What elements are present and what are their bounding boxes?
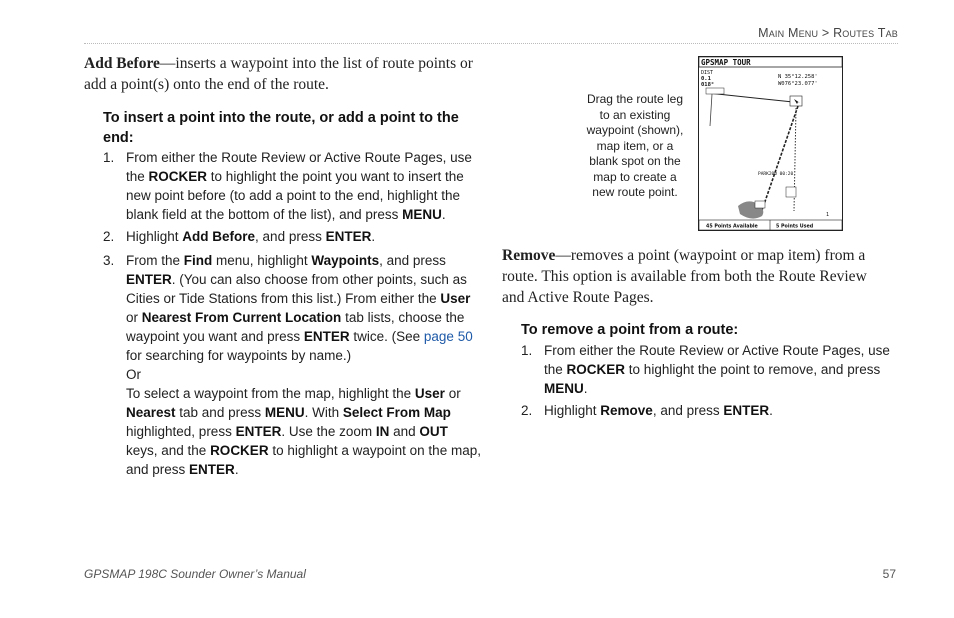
gps-route-map-screenshot bbox=[698, 56, 843, 231]
insert-point-heading: To insert a point into the route, or add a point to the end: bbox=[103, 110, 459, 146]
step-number: 2. bbox=[521, 403, 533, 418]
screen-title: GPSMAP TOUR bbox=[701, 58, 751, 67]
remove-text: —removes a point (waypoint or map item) from a route. This option is available from both the Route Review and Active Route Pages. bbox=[502, 247, 867, 306]
page-50-link[interactable]: page 50 bbox=[423, 329, 473, 344]
header-section: Main Menu bbox=[758, 26, 819, 40]
svg-text:0.1: 0.1 bbox=[701, 76, 711, 82]
header-separator: > bbox=[821, 26, 830, 40]
header-rule bbox=[84, 43, 898, 44]
footer-manual-title: GPSMAP 198C Sounder Owner’s Manual bbox=[84, 567, 306, 581]
footer-page-number: 57 bbox=[882, 567, 896, 581]
step-number: 3. bbox=[103, 253, 115, 268]
step-number: 1. bbox=[103, 150, 115, 165]
points-used: 5 Points Used bbox=[776, 224, 814, 230]
header-tab: Routes Tab bbox=[833, 26, 898, 40]
figure-caption: Drag the route leg to an existing waypoint (shown), map item, or a blank spot on the map to create a new route point. bbox=[586, 92, 684, 199]
step-number: 1. bbox=[521, 343, 533, 358]
remove-point-heading: To remove a point from a route: bbox=[521, 322, 739, 338]
add-before-term: Add Before bbox=[84, 55, 160, 72]
step-text: From the Find menu, highlight Waypoints, and press ENTER. (You can also choose from other points, such as Cities or Tide Stations from this list.) From either the User or Nearest From Current Location tab lists, choose the waypoint you want and press ENTER twice. (See page 50 for searching for waypoints by name.) Or To select a waypoint from the map, highlight the User or Nearest tab and press MENU. With Select From Map highlighted, press ENTER. Use the zoom IN and OUT keys, and the ROCKER to highlight a waypoint on the map, and press ENTER. bbox=[126, 253, 481, 477]
step-text: From either the Route Review or Active Route Pages, use the ROCKER to highlight the point you want to insert the new point before (to add a point to the end, highlight the blank field at the bottom of the list), and press MENU. bbox=[126, 150, 472, 222]
step-text: Highlight Remove, and press ENTER. bbox=[544, 403, 773, 418]
svg-text:1: 1 bbox=[826, 212, 830, 218]
remove-paragraph bbox=[502, 245, 886, 308]
step-number: 2. bbox=[103, 229, 115, 244]
map-waypoint-label: PARK200 00:20 bbox=[758, 172, 794, 177]
svg-text:W076°23.077': W076°23.077' bbox=[778, 81, 818, 87]
step-text: From either the Route Review or Active Route Pages, use the ROCKER to highlight the point to remove, and press MENU. bbox=[544, 343, 890, 396]
svg-text:018°: 018° bbox=[701, 82, 715, 88]
add-before-paragraph bbox=[84, 53, 480, 95]
points-available: 45 Points Available bbox=[706, 224, 758, 230]
running-header bbox=[758, 26, 898, 40]
svg-text:DIST: DIST bbox=[701, 70, 714, 76]
remove-term: Remove bbox=[502, 247, 556, 264]
add-before-text: —inserts a waypoint into the list of route points or add a point(s) onto the end of the route. bbox=[84, 55, 473, 93]
step-text: Highlight Add Before, and press ENTER. bbox=[126, 229, 376, 244]
svg-text:N 35°12.258': N 35°12.258' bbox=[778, 74, 818, 80]
